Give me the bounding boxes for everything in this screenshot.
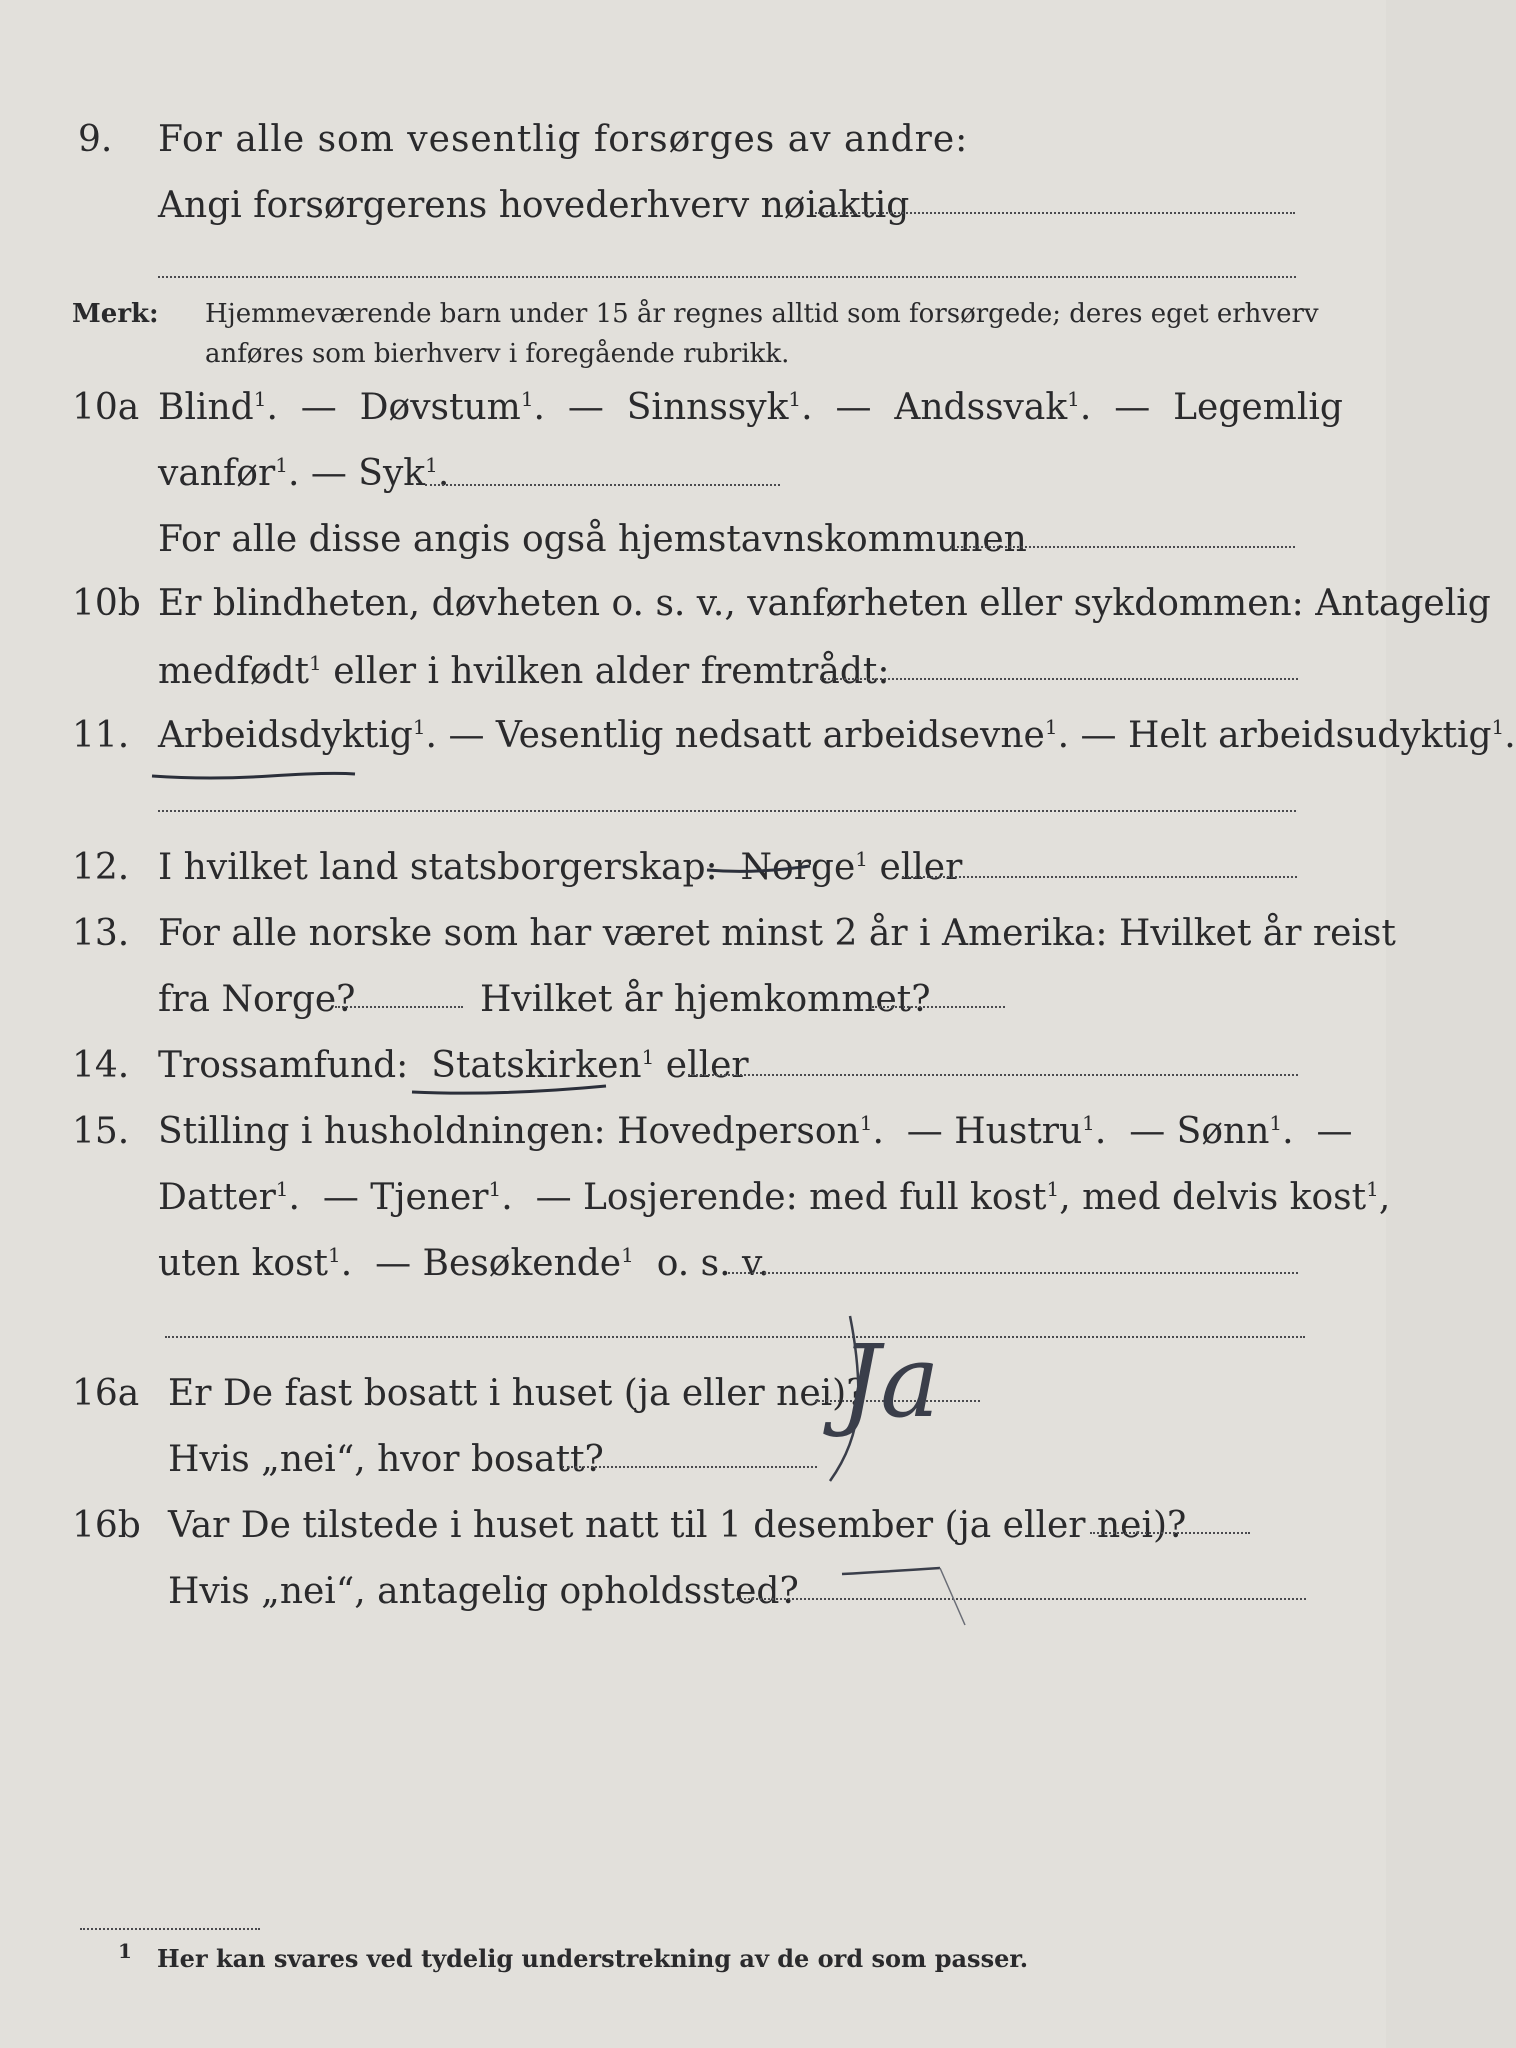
option-dovstum[interactable]: Døvstum bbox=[359, 387, 521, 428]
q14-label: Trossamfund: bbox=[158, 1045, 409, 1086]
q16b-answer-field[interactable] bbox=[1090, 1532, 1250, 1534]
q16b-opholdssted-field[interactable] bbox=[736, 1598, 1306, 1600]
option-besokende[interactable]: — Besøkende bbox=[375, 1243, 622, 1284]
footnote-ref: 1 bbox=[855, 847, 869, 871]
option-datter[interactable]: Datter bbox=[158, 1177, 276, 1218]
q15-dash: — bbox=[1316, 1111, 1353, 1152]
footnote-ref: 1 bbox=[621, 1243, 634, 1267]
option-delvis-kost[interactable]: , med delvis kost bbox=[1059, 1177, 1367, 1218]
footnote-ref: 1 bbox=[788, 387, 802, 411]
q15-field[interactable] bbox=[728, 1272, 1298, 1274]
q10b-number: 10b bbox=[72, 583, 141, 624]
q10b-alder-field[interactable] bbox=[820, 678, 1298, 680]
footnote-ref: 1 bbox=[641, 1045, 655, 1069]
q10a-hjemstavn-field[interactable] bbox=[950, 546, 1295, 548]
q16a-bosatt-label: Hvis „nei“, hvor bosatt? bbox=[168, 1439, 604, 1480]
q11-number: 11. bbox=[72, 715, 130, 756]
q9-provider-label: Angi forsørgerens hovederhverv nøiaktig bbox=[158, 185, 910, 226]
q14-field[interactable] bbox=[688, 1074, 1298, 1076]
q16a-bosatt-field[interactable] bbox=[562, 1466, 817, 1468]
footnote-ref: 1 bbox=[253, 387, 267, 411]
footnote-ref: 1 bbox=[425, 453, 438, 477]
footnote-ref: 1 bbox=[859, 1111, 873, 1135]
footnote-divider bbox=[80, 1928, 260, 1930]
q13-reist-field[interactable] bbox=[335, 1006, 463, 1008]
option-blind[interactable]: Blind bbox=[158, 387, 254, 428]
q15-number: 15. bbox=[72, 1111, 130, 1152]
q13-number: 13. bbox=[72, 913, 130, 954]
option-tjener[interactable]: — Tjener bbox=[322, 1177, 489, 1218]
q12-label: I hvilket land statsborgerskap: bbox=[158, 847, 718, 888]
handwritten-dash-mark bbox=[840, 1560, 980, 1630]
footnote-ref: 1 bbox=[1044, 715, 1058, 739]
footnote-ref: 1 bbox=[309, 651, 322, 675]
option-hovedperson[interactable]: Stilling i husholdningen: Hovedperson bbox=[158, 1111, 860, 1152]
q14-eller: eller bbox=[665, 1045, 749, 1086]
q9-answer-field[interactable] bbox=[815, 212, 1295, 214]
q16a-number: 16a bbox=[72, 1373, 140, 1414]
q15-field-2[interactable] bbox=[165, 1336, 1305, 1338]
option-sonn[interactable]: — Sønn bbox=[1129, 1111, 1270, 1152]
option-uten-kost[interactable]: uten kost bbox=[158, 1243, 329, 1284]
q10a-hjemstavn-label: For alle disse angis også hjemstavnskommunen bbox=[158, 519, 1027, 560]
q10a-options: Blind$^1$. — Døvstum$^1$. — Sinnssyk$^1$. — Andssvak$^1$. — Legemlig bbox=[158, 387, 1343, 428]
q13-hjemkommet-field[interactable] bbox=[872, 1006, 1005, 1008]
option-statskirken[interactable]: Statskirken bbox=[431, 1045, 642, 1086]
q13-text: For alle norske som har været minst 2 år i Amerika: Hvilket år reist bbox=[158, 913, 1396, 954]
q13-reist-label: fra Norge? bbox=[158, 979, 356, 1020]
handwritten-underline-norge bbox=[705, 858, 815, 878]
handwritten-underline-arbeidsdyktig bbox=[150, 766, 360, 786]
option-hustru[interactable]: — Hustru bbox=[906, 1111, 1083, 1152]
q13-hjemkommet-label: Hvilket år hjemkommet? bbox=[480, 979, 931, 1020]
footnote bbox=[118, 1939, 1029, 1973]
q16a-text: Er De fast bosatt i huset (ja eller nei)? bbox=[168, 1373, 866, 1414]
q12-eller: eller bbox=[879, 847, 963, 888]
option-vanfor[interactable]: vanfør bbox=[158, 453, 276, 494]
footnote-ref: 1 bbox=[328, 1243, 341, 1267]
q14-number: 14. bbox=[72, 1045, 130, 1086]
option-medfodt[interactable]: medfødt bbox=[158, 651, 309, 692]
option-andssvak[interactable]: Andssvak bbox=[894, 387, 1068, 428]
footnote-ref: 1 bbox=[1366, 1177, 1379, 1201]
q9-number: 9. bbox=[78, 119, 113, 160]
option-sinnssyk[interactable]: Sinnssyk bbox=[626, 387, 789, 428]
q12-number: 12. bbox=[72, 847, 130, 888]
footnote-text: Her kan svares ved tydelig understrekning av de ord som passer. bbox=[157, 1944, 1029, 1973]
footnote-ref: 1 bbox=[1269, 1111, 1283, 1135]
footnote-ref: 1 bbox=[275, 1177, 289, 1201]
q9-text: For alle som vesentlig forsørges av andre: bbox=[158, 119, 969, 160]
footnote-ref: 1 bbox=[275, 453, 288, 477]
census-form-page: 9. For alle som vesentlig forsørges av andre: Angi forsørgerens hovederhverv nøiaktig Merk: Hjemmeværende barn under 15 år regnes alltid som forsørgede; deres eget erhverv anføres som bierhverv i foregående rubrikk. 10a Blind$^1$. — Døvstum$^1$. — Sinnssyk$^1$. — Andssvak$^1$. — Legemlig vanfør$^1$. — Syk$^1$. For alle disse angis også hjemstavnskommunen 10b Er blindheten, døvheten o. s. v., vanførheten eller sykdommen: Antagelig medfødt$^1$ eller i hvilken alder fremtrådt: 11. Arbeidsdyktig$^1$. — Vesentlig nedsatt arbeidsevne$^1$. — Helt arbeidsudyktig$^1$. 12. I hvilket land statsborgerskap: Norge$^1$ eller 13. For alle norske som har været minst 2 år i Amerika: Hvilket år reist fra Norge? Hvilket år hjemkommet? 14. Trossamfund: Statskirken$^1$ eller 15. Stilling i husholdningen: Hovedperson$^1$. — Hustru$^1$. — Sønn$^1$. — Datter$^1$. — Tjener$^1$. — Losjerende: med full kost$^1$, med delvis kost$^1$, uten kost$^1$. — Besøkende$^1$ o. s. v. 16a Er De fast bosatt i huset (ja eller nei)? Ja Hvis „nei“, hvor bosatt? 16b Var De tilstede i huset natt til 1 desember (ja eller nei)? Hvis „nei“, antagelig opholdssted? $^1$ Her kan svares ved tydelig understrekning av de ord som passer. bbox=[0, 0, 1386, 2048]
option-nedsatt[interactable]: — Vesentlig nedsatt arbeidsevne bbox=[448, 715, 1045, 756]
q12-country-field[interactable] bbox=[902, 876, 1297, 878]
merk-text-line2: anføres som bierhverv i foregående rubrikk. bbox=[205, 339, 790, 369]
footnote-ref: 1 bbox=[1491, 715, 1505, 739]
handwritten-answer-ja bbox=[800, 1306, 1000, 1486]
merk-label: Merk: bbox=[72, 299, 159, 329]
merk-text-line1: Hjemmeværende barn under 15 år regnes alltid som forsørgede; deres eget erhverv bbox=[205, 299, 1319, 329]
option-syk[interactable]: Syk bbox=[358, 453, 426, 494]
option-full-kost[interactable]: — Losjerende: med full kost bbox=[535, 1177, 1047, 1218]
q16b-text: Var De tilstede i huset natt til 1 desember (ja eller nei)? bbox=[168, 1505, 1187, 1546]
footnote-ref: 1 bbox=[1067, 387, 1080, 411]
footnote-ref: 1 bbox=[488, 1177, 502, 1201]
footnote-ref: 1 bbox=[1082, 1111, 1095, 1135]
handwritten-underline-statskirken bbox=[410, 1080, 610, 1100]
option-udyktig[interactable]: — Helt arbeidsudyktig bbox=[1080, 715, 1492, 756]
q15-osv: o. s. v. bbox=[656, 1243, 770, 1284]
handwritten-answer-ja-text: Ja bbox=[840, 1323, 940, 1440]
q9-answer-field-2[interactable] bbox=[158, 276, 1296, 278]
q16b-opholdssted-label: Hvis „nei“, antagelig opholdssted? bbox=[168, 1571, 799, 1612]
footnote-ref: 1 bbox=[412, 715, 426, 739]
option-legemlig[interactable]: Legemlig bbox=[1173, 387, 1343, 428]
footnote-mark: 1 bbox=[118, 1939, 132, 1963]
q10b-alder-label: eller i hvilken alder fremtrådt: bbox=[333, 651, 890, 692]
option-arbeidsdyktig[interactable]: Arbeidsdyktig bbox=[158, 715, 413, 756]
q16b-number: 16b bbox=[72, 1505, 141, 1546]
q10b-text: Er blindheten, døvheten o. s. v., vanførheten eller sykdommen: Antagelig bbox=[158, 583, 1491, 624]
option-norge[interactable]: Norge bbox=[740, 847, 856, 888]
footnote-ref: 1 bbox=[520, 387, 534, 411]
footnote-ref: 1 bbox=[1046, 1177, 1060, 1201]
q11-answer-field[interactable] bbox=[158, 810, 1296, 812]
q10a-number: 10a bbox=[72, 387, 140, 428]
q10a-syk-field[interactable] bbox=[425, 484, 780, 486]
